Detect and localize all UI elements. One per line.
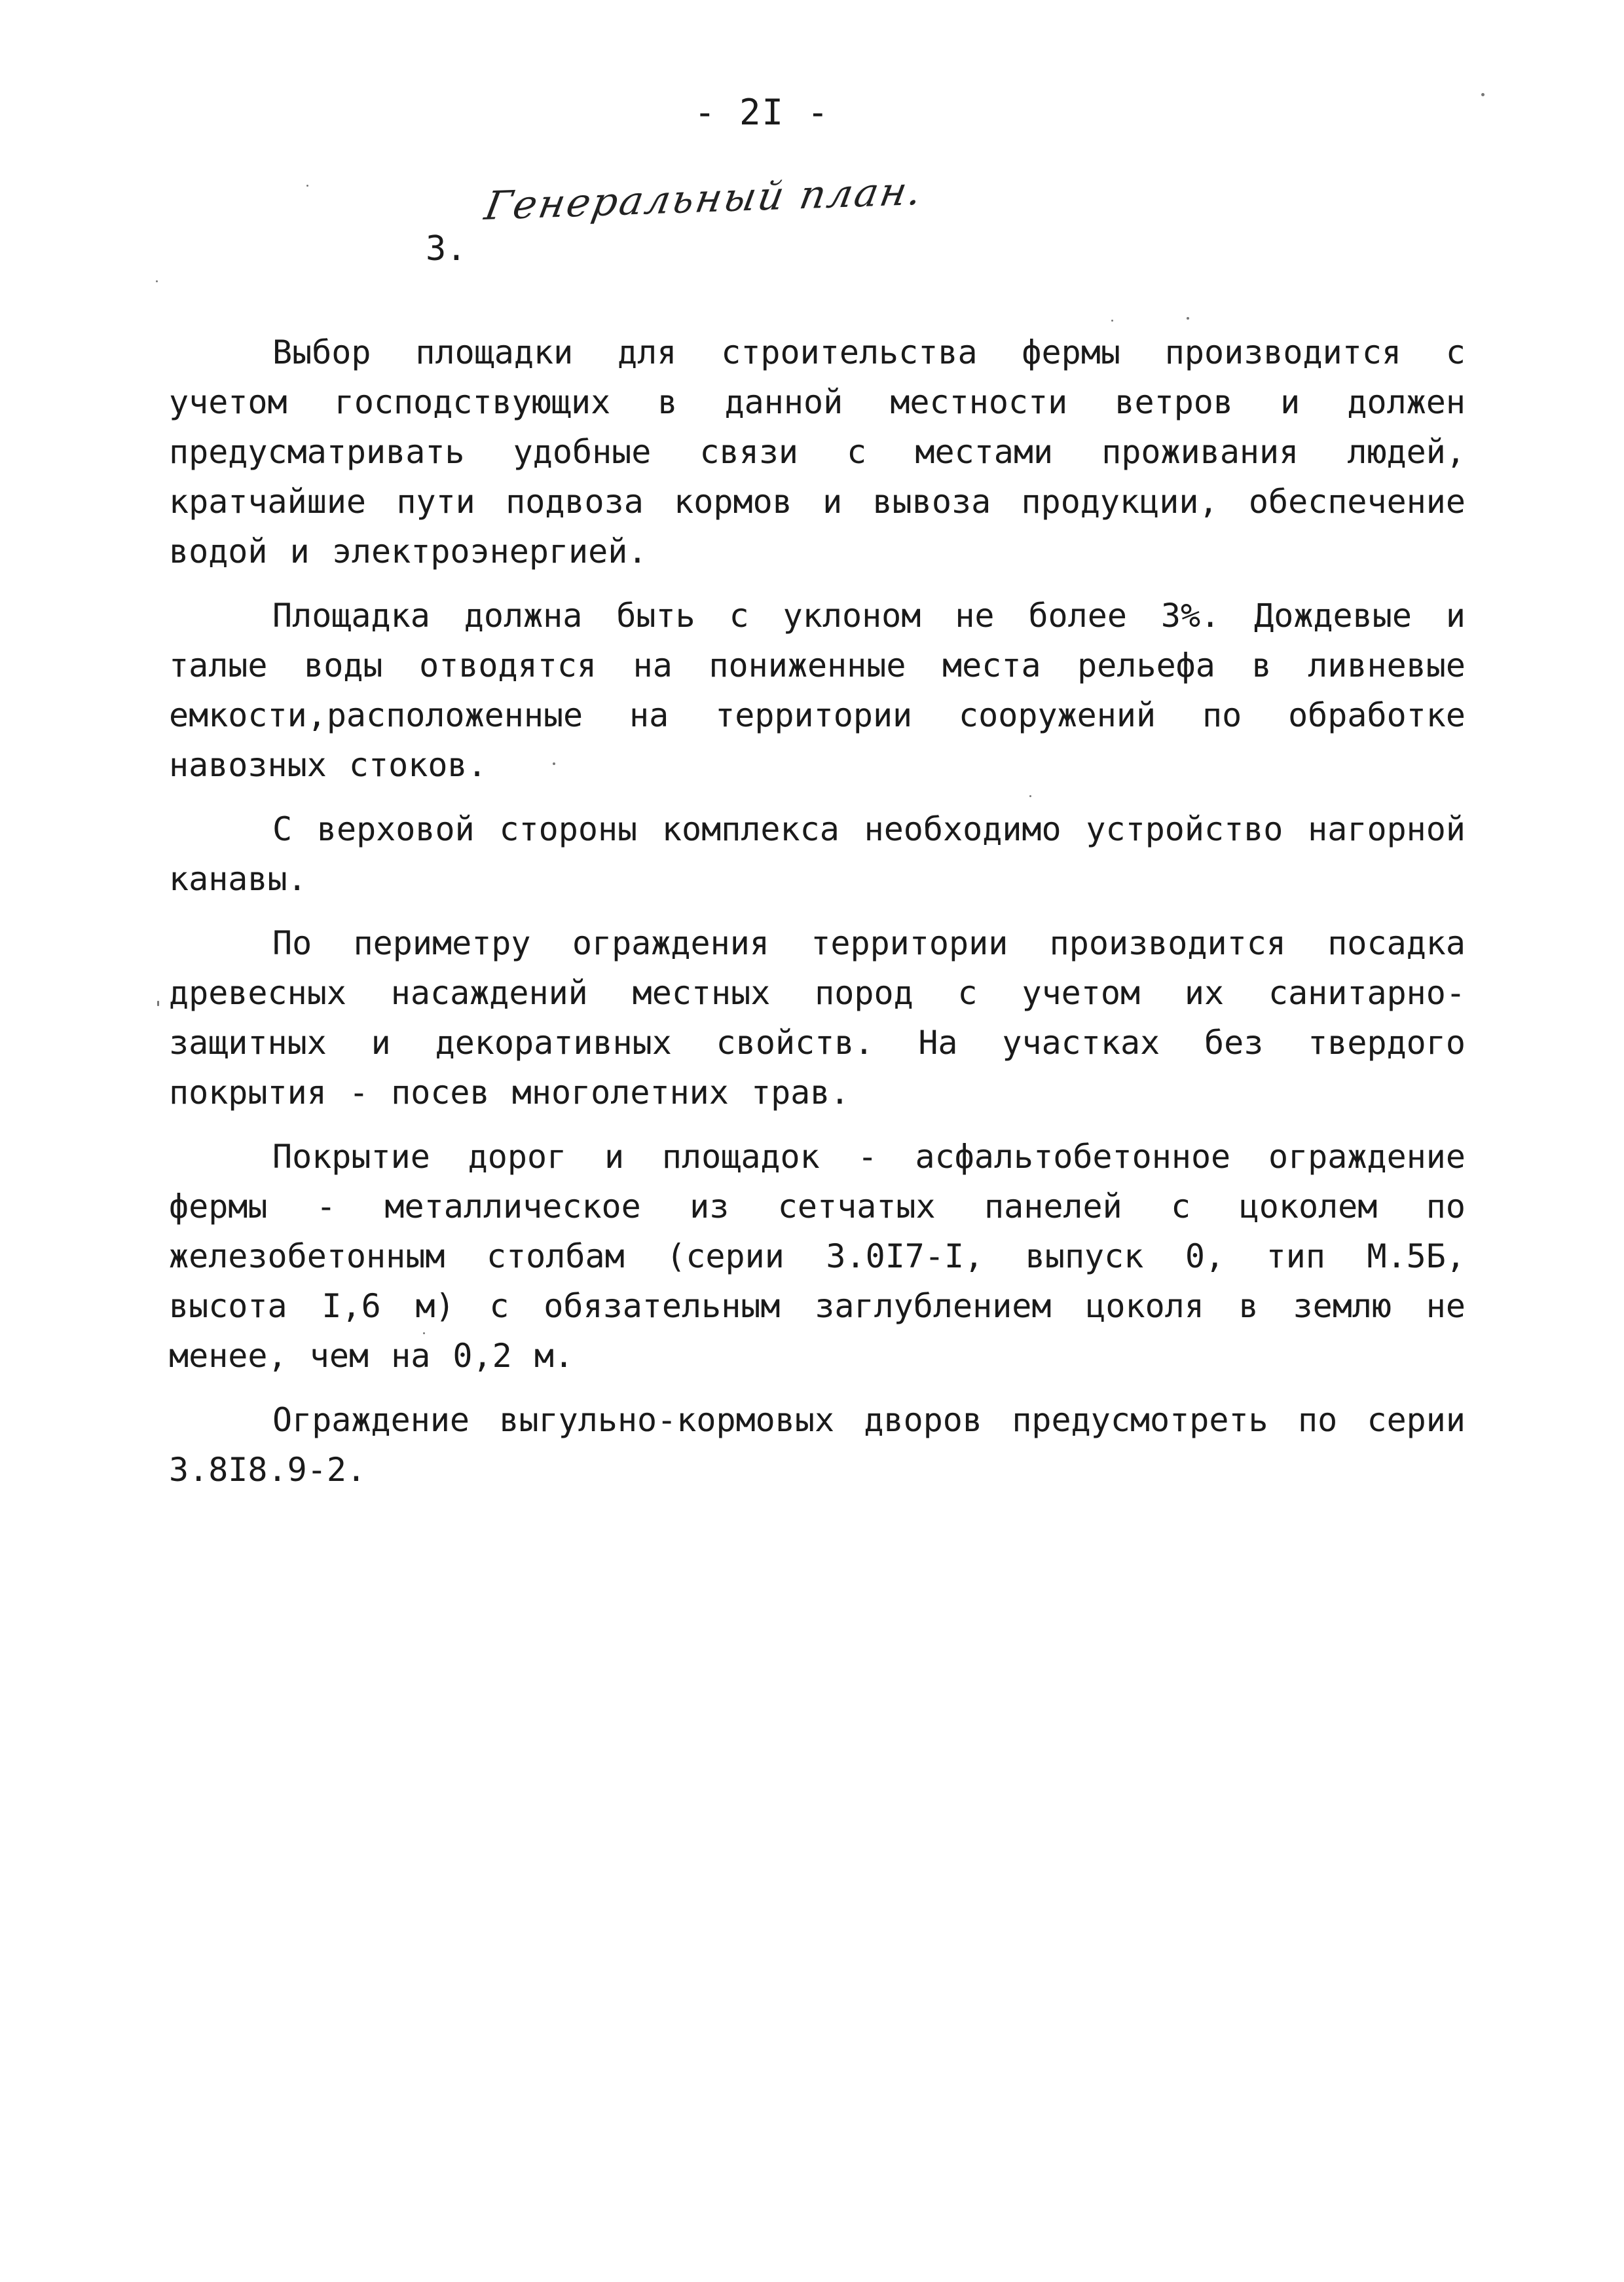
handwritten-section-title: Генеральный план. [481, 168, 927, 229]
paragraph-upland-ditch: С верховой стороны комплекса необходимо устройство нагорной канавы. [169, 810, 1466, 898]
paragraph-perimeter-planting: По периметру ограждения территории производится посадка древесных насаждений местных пород с учетом их санитарно-защитных и декоративных свойств. На участках без твердого покрытия - посев многолетних трав. [169, 924, 1466, 1112]
body-text [169, 327, 1466, 1509]
scan-speck [156, 280, 158, 282]
scan-speck [306, 185, 308, 187]
scan-speck [423, 1332, 425, 1334]
paragraph-slope-drainage: Площадка должна быть с уклоном не более 3%. Дождевые и талые воды отводятся на пониженные места рельефа в ливневые емкости,расположенные на территории сооружений по обработке навозных стоков. [169, 597, 1466, 784]
scan-speck [1187, 317, 1189, 320]
page-number: - 2I - [694, 92, 830, 133]
paragraph-yard-fencing: Ограждение выгульно-кормовых дворов предусмотреть по серии 3.8I8.9-2. [169, 1401, 1466, 1489]
scan-speck [1481, 93, 1485, 96]
section-number: 3. [426, 229, 467, 269]
scan-speck [1029, 795, 1031, 797]
scan-speck [553, 762, 555, 765]
scan-speck [157, 1001, 159, 1006]
scan-speck [1111, 320, 1113, 322]
paragraph-road-fencing: Покрытие дорог и площадок - асфальтобетонное ограждение фермы - металлическое из сетчатых панелей с цоколем по железобетонным столбам (серии 3.0I7-I, выпуск 0, тип М.5Б, высота I,6 м) с обязательным заглублением цоколя в землю не менее, чем на 0,2 м. [169, 1138, 1466, 1375]
paragraph-site-selection: Выбор площадки для строительства фермы производится с учетом господствующих в данной местности ветров и должен предусматривать удобные связи с местами проживания людей, кратчайшие пути подвоза кормов и вывоза продукции, обеспечение водой и электроэнергией. [169, 333, 1466, 570]
